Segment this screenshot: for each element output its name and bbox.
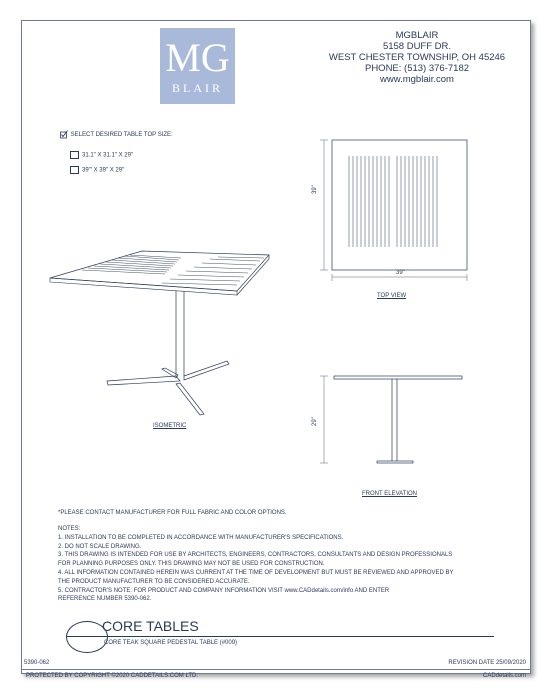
logo-mg-text: MG [165,35,230,80]
note-line: 1. INSTALLATION TO BE COMPLETED IN ACCORDANCE WITH MANUFACTURER'S SPECIFICATIONS. [58,534,344,541]
notes-heading: NOTES: [58,526,81,532]
note-line: FOR PLANNING PURPOSES ONLY. THIS DRAWING MAY NOT BE USED FOR CONSTRUCTION. [58,561,325,568]
top-width-dim: 39" [396,270,405,276]
revision-date: REVISION DATE 25/09/2020 [448,660,526,666]
note-line: 4. ALL INFORMATION CONTAINED HEREIN WAS CURRENT AT THE TIME OF DEVELOPMENT BUT MUST BE REVIEWED AND APPROVED BY [58,569,454,576]
title-underline [69,636,494,637]
company-web[interactable]: www.mgblair.com [380,74,454,85]
front-elevation-label: FRONT ELEVATION [362,491,418,497]
drawing-sheet [21,20,531,679]
note-line: 2. DO NOT SCALE DRAWING. [58,543,142,550]
front-elevation-drawing [320,376,462,463]
technical-drawings [22,21,530,501]
company-name: MGBLAIR [395,30,439,41]
size-option-2-label: 39"' X 39" X 29" [82,167,125,174]
note-line: 3. THIS DRAWING IS INTENDED FOR USE BY ARCHITECTS, ENGINEERS, CONTRACTORS, CONSULTANTS AND DESIGN PROFESSIONALS [58,552,453,559]
notes-block [58,525,454,604]
note-line: REFERENCE NUMBER 5390-062. [58,596,152,603]
company-phone: PHONE: (513) 376-7182 [364,63,470,74]
isometric-label: ISOMETRIC [153,423,187,429]
company-city: WEST CHESTER TOWNSHIP, OH 45246 [328,52,506,63]
top-depth-dim: 39" [312,185,318,194]
contact-note: *PLEASE CONTACT MANUFACTURER FOR FULL FABRIC AND COLOR OPTIONS. [58,510,287,516]
top-view-drawing [320,140,467,281]
company-street: 5158 DUFF DR. [382,41,452,52]
drawing-number: 5390-062 [24,660,50,666]
note-line: 5. CONTRACTOR'S NOTE: FOR PRODUCT AND COMPANY INFORMATION VISIT www.CADdetails.com/info AND ENTER [58,587,390,594]
drawing-title: CORE TABLES [102,618,199,634]
isometric-drawing [50,251,269,415]
caddetails-link[interactable]: CADdetails.com [482,673,526,679]
note-line: THE PRODUCT MANUFACTURER TO BE CONSIDERED ACCURATE. [58,578,250,585]
front-height-dim: 29" [312,417,318,426]
drawing-subtitle: CORE TEAK SQUARE PEDESTAL TABLE (#009) [104,640,238,646]
logo-blair-text: BLAIR [172,81,223,95]
select-size-label: SELECT DESIRED TABLE TOP SIZE: [70,132,173,139]
size-option-1-label: 31.1" X 31.1" X 29" [82,152,134,159]
top-view-label: TOP VIEW [377,293,407,299]
footer-divider [22,669,530,670]
copyright-text: PROTECTED BY COPYRIGHT ©2020 CADDETAILS.COM LTD. [26,673,199,679]
